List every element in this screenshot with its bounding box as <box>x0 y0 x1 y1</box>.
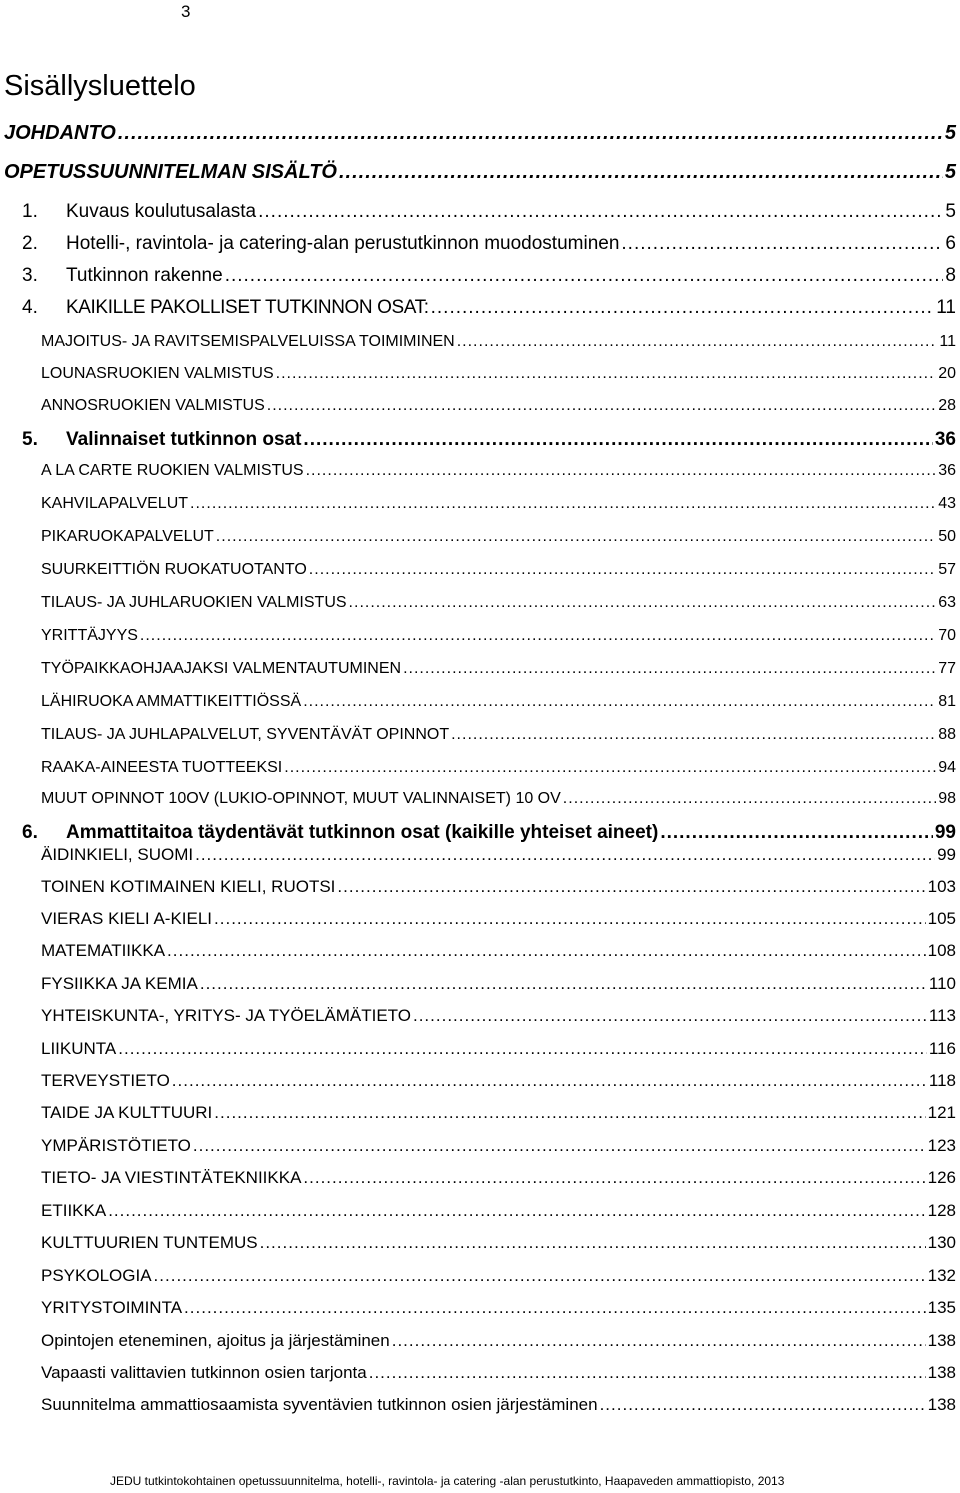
toc-title: Sisällysluettelo <box>4 70 196 102</box>
toc-subentry[interactable]: FYSIIKKA JA KEMIA ..... 110 <box>41 973 956 995</box>
toc-subentry[interactable]: MUUT OPINNOT 10OV (LUKIO-OPINNOT, MUUT VALINNAISET) 10 OV ..... 98 <box>41 789 956 809</box>
toc-subentry[interactable]: MAJOITUS- JA RAVITSEMISPALVELUISSA TOIMIMINEN ..... 11 <box>41 332 956 352</box>
toc-subentry[interactable]: ANNOSRUOKIEN VALMISTUS ..... 28 <box>41 396 956 416</box>
toc-subentry[interactable]: YHTEISKUNTA-, YRITYS- JA TYÖELÄMÄTIETO ..... 113 <box>41 1005 956 1027</box>
toc-entry-3[interactable]: 3. Tutkinnon rakenne ..... 8 <box>22 264 956 288</box>
toc-subentry[interactable]: TYÖPAIKKAOHJAAJAKSI VALMENTAUTUMINEN ..... 77 <box>41 659 956 679</box>
toc-subentry[interactable]: YRITYSTOIMINTA ..... 135 <box>41 1297 956 1319</box>
toc-subentry[interactable]: A LA CARTE RUOKIEN VALMISTUS ..... 36 <box>41 461 956 481</box>
toc-subentry[interactable]: Vapaasti valittavien tutkinnon osien tarjonta ..... 138 <box>41 1362 956 1384</box>
toc-subentry[interactable]: PSYKOLOGIA ..... 132 <box>41 1265 956 1287</box>
toc-subentry[interactable]: ETIIKKA ..... 128 <box>41 1200 956 1222</box>
toc-entry-1[interactable]: 1. Kuvaus koulutusalasta ..... 5 <box>22 200 956 224</box>
toc-subentry[interactable]: SUURKEITTIÖN RUOKATUOTANTO ..... 57 <box>41 560 956 580</box>
toc-entry-6[interactable]: 6. Ammattitaitoa täydentävät tutkinnon osat (kaikille yhteiset aineet) ..... 99 <box>22 821 956 845</box>
toc-subentry[interactable]: VIERAS KIELI A-KIELI ..... 105 <box>41 908 956 930</box>
toc-entry-opetussuunnitelman-sisalto[interactable]: OPETUSSUUNNITELMAN SISÄLTÖ ..... 5 <box>4 160 956 184</box>
toc-entry-5[interactable]: 5. Valinnaiset tutkinnon osat ..... 36 <box>22 428 956 452</box>
toc-entry-johdanto[interactable]: JOHDANTO ..... 5 <box>4 121 956 145</box>
page-footer: JEDU tutkintokohtainen opetussuunnitelma, hotelli-, ravintola- ja catering -alan perustutkinto, Haapaveden ammattiopisto, 2013 <box>110 1474 785 1488</box>
toc-subentry[interactable]: Suunnitelma ammattiosaamista syventävien tutkinnon osien järjestäminen ..... 138 <box>41 1394 956 1416</box>
toc-entry-4[interactable]: 4. KAIKILLE PAKOLLISET TUTKINNON OSAT: ..... 11 <box>22 296 956 320</box>
toc-subentry[interactable]: LÄHIRUOKA AMMATTIKEITTIÖSSÄ ..... 81 <box>41 692 956 712</box>
toc-subentry[interactable]: TAIDE JA KULTTUURI ..... 121 <box>41 1102 956 1124</box>
toc-subentry[interactable]: TILAUS- JA JUHLAPALVELUT, SYVENTÄVÄT OPINNOT ..... 88 <box>41 725 956 745</box>
toc-subentry[interactable]: MATEMATIIKKA ..... 108 <box>41 940 956 962</box>
toc-subentry[interactable]: TILAUS- JA JUHLARUOKIEN VALMISTUS ..... 63 <box>41 593 956 613</box>
toc-subentry[interactable]: KULTTUURIEN TUNTEMUS ..... 130 <box>41 1232 956 1254</box>
toc-subentry[interactable]: PIKARUOKAPALVELUT ..... 50 <box>41 527 956 547</box>
toc-subentry[interactable]: ÄIDINKIELI, SUOMI ..... 99 <box>41 844 956 866</box>
toc-subentry[interactable]: TIETO- JA VIESTINTÄTEKNIIKKA ..... 126 <box>41 1167 956 1189</box>
toc-subentry[interactable]: YRITTÄJYYS ..... 70 <box>41 626 956 646</box>
toc-subentry[interactable]: TOINEN KOTIMAINEN KIELI, RUOTSI ..... 103 <box>41 876 956 898</box>
toc-subentry[interactable]: LOUNASRUOKIEN VALMISTUS ..... 20 <box>41 364 956 384</box>
toc-subentry[interactable]: Opintojen eteneminen, ajoitus ja järjestäminen ..... 138 <box>41 1330 956 1352</box>
toc-subentry[interactable]: YMPÄRISTÖTIETO ..... 123 <box>41 1135 956 1157</box>
toc-subentry[interactable]: TERVEYSTIETO ..... 118 <box>41 1070 956 1092</box>
toc-subentry[interactable]: RAAKA-AINEESTA TUOTTEEKSI ..... 94 <box>41 758 956 778</box>
page-number: 3 <box>181 2 191 21</box>
toc-subentry[interactable]: LIIKUNTA ..... 116 <box>41 1038 956 1060</box>
toc-entry-2[interactable]: 2. Hotelli-, ravintola- ja catering-alan perustutkinnon muodostuminen ..... 6 <box>22 232 956 256</box>
toc-subentry[interactable]: KAHVILAPALVELUT ..... 43 <box>41 494 956 514</box>
